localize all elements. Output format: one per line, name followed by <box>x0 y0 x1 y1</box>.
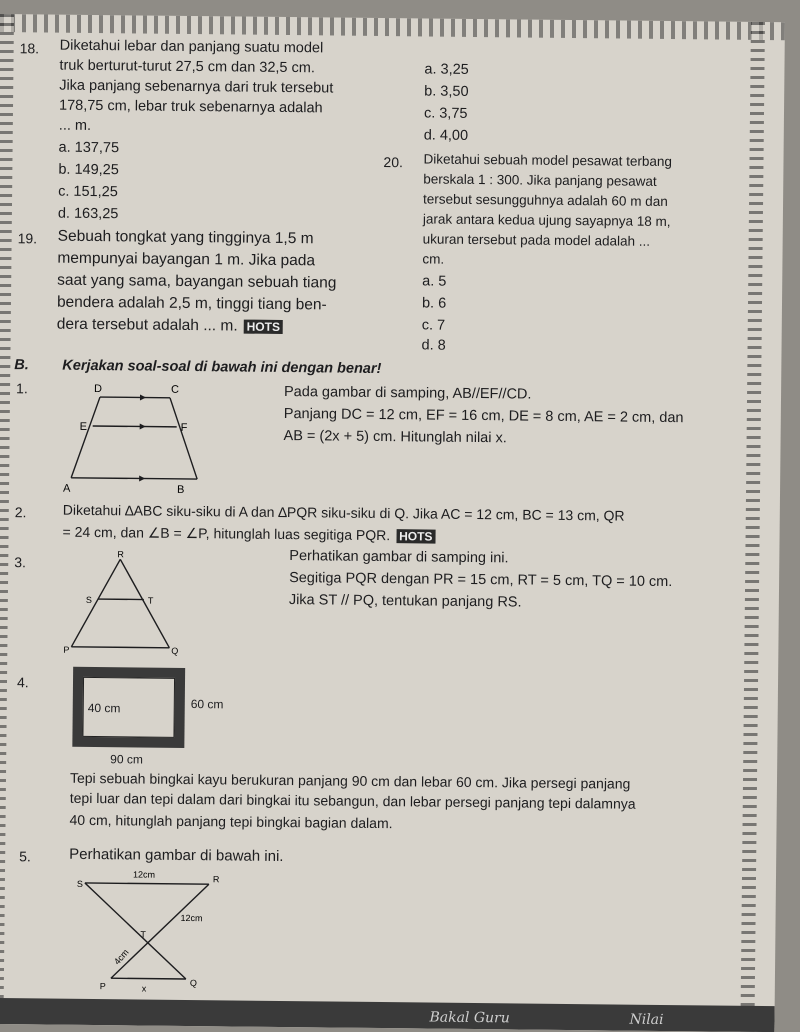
answer-option[interactable]: a. 5 <box>422 274 446 289</box>
vertex-label: T <box>148 596 154 606</box>
question-line: truk berturut-turut 27,5 cm dan 32,5 cm. <box>59 59 315 76</box>
question-line: berskala 1 : 300. Jika panjang pesawat <box>423 172 657 188</box>
question-line: Panjang DC = 12 cm, EF = 16 cm, DE = 8 cm, AE = 2 cm, dan <box>284 407 684 426</box>
answer-option[interactable]: d. 163,25 <box>58 207 119 222</box>
question-line: jarak antara kedua ujung sayapnya 18 m, <box>423 212 671 228</box>
section-letter: B. <box>14 358 29 373</box>
vertex-label: Q <box>171 646 178 656</box>
answer-option[interactable]: b. 149,25 <box>58 163 119 178</box>
question-line: 178,75 cm, lebar truk sebenarnya adalah <box>59 99 323 116</box>
unknown-length-label: x <box>142 984 147 994</box>
vertex-label: A <box>63 483 71 495</box>
footer-right-label: Nilai <box>629 1012 663 1028</box>
vertex-label: E <box>80 421 87 433</box>
question-number: 18. <box>20 40 40 56</box>
question-line: dera tersebut adalah ... m. HOTS <box>57 317 283 335</box>
frame-outer <box>72 667 185 748</box>
question-line: Perhatikan gambar di samping ini. <box>289 549 508 566</box>
question-line: mempunyai bayangan 1 m. Jika pada <box>57 251 315 269</box>
vertex-label: P <box>100 981 106 991</box>
question-line: ... m. <box>59 119 91 134</box>
question-line: Diketahui lebar dan panjang suatu model <box>60 39 324 56</box>
vertex-label: S <box>86 595 92 605</box>
decorative-right-border <box>740 22 765 1032</box>
side-length-label: 12cm <box>133 869 155 879</box>
segment-length-label: 4cm <box>112 947 131 966</box>
question-line: cm. <box>422 252 444 266</box>
question-line: tepi luar dan tepi dalam dari bingkai itu sebangun, dan lebar persegi panjang tepi dalamnya <box>70 791 636 811</box>
question-line: bendera adalah 2,5 m, tinggi tiang ben- <box>57 295 327 313</box>
frame-inner <box>82 677 175 738</box>
worksheet-page <box>0 14 785 1032</box>
question-line: Diketahui sebuah model pesawat terbang <box>423 152 672 168</box>
question-line: ukuran tersebut pada model adalah ... <box>423 232 651 248</box>
question-line: Diketahui ∆ABC siku-siku di A dan ∆PQR siku-siku di Q. Jika AC = 12 cm, BC = 13 cm, QR <box>63 503 625 523</box>
question-line: Pada gambar di samping, AB//EF//CD. <box>284 385 532 402</box>
frame-height-label: 60 cm <box>191 698 224 710</box>
question-line: Segitiga PQR dengan PR = 15 cm, RT = 5 cm, TQ = 10 cm. <box>289 571 672 590</box>
vertex-label: P <box>63 645 69 655</box>
question-number: 2. <box>15 504 27 520</box>
question-line: AB = (2x + 5) cm. Hitunglah nilai x. <box>284 429 507 446</box>
decorative-left-border <box>0 14 14 1024</box>
question-line: = 24 cm, dan ∠B = ∠P, hitunglah luas segitiga PQR. HOTS <box>62 525 435 544</box>
answer-option[interactable]: c. 151,25 <box>58 185 118 200</box>
crossed-triangles-figure <box>66 865 237 997</box>
answer-option[interactable]: d. 8 <box>421 338 445 353</box>
answer-option[interactable]: c. 7 <box>422 318 446 333</box>
question-number: 4. <box>17 674 29 690</box>
vertex-label: Q <box>190 978 197 988</box>
question-number: 20. <box>383 154 403 170</box>
question-number: 19. <box>18 230 38 246</box>
vertex-label: R <box>213 874 220 884</box>
question-line: Tepi sebuah bingkai kayu berukuran panjang 90 cm dan lebar 60 cm. Jika persegi panjang <box>70 771 630 791</box>
vertex-label: C <box>171 384 179 396</box>
question-line: Jika ST // PQ, tentukan panjang RS. <box>289 593 522 610</box>
side-length-label: 12cm <box>180 913 202 923</box>
frame-width-label: 90 cm <box>110 753 143 765</box>
vertex-label: F <box>181 422 188 434</box>
question-line: saat yang sama, bayangan sebuah tiang <box>57 273 336 291</box>
question-line: tersebut sesungguhnya adalah 60 m dan <box>423 192 668 208</box>
hots-badge: HOTS <box>396 529 435 543</box>
answer-option[interactable]: b. 3,50 <box>424 84 468 99</box>
trapezoid-figure <box>57 375 218 497</box>
question-line: 40 cm, hitunglah panjang tepi bingkai bagian dalam. <box>69 813 392 830</box>
vertex-label: S <box>77 879 83 889</box>
vertex-label: B <box>177 484 184 496</box>
question-line: Sebuah tongkat yang tingginya 1,5 m <box>58 229 314 247</box>
question-line: Jika panjang sebenarnya dari truk tersebut <box>59 79 333 96</box>
decorative-top-border <box>0 14 785 40</box>
vertex-label: R <box>117 549 124 559</box>
question-line: Perhatikan gambar di bawah ini. <box>69 847 283 864</box>
answer-option[interactable]: a. 137,75 <box>59 141 120 156</box>
page-footer <box>0 998 775 1032</box>
question-number: 5. <box>19 848 31 864</box>
answer-option[interactable]: a. 3,25 <box>424 62 468 77</box>
answer-option[interactable]: d. 4,00 <box>424 128 468 143</box>
vertex-label: D <box>94 383 102 395</box>
triangle-pqr-figure <box>61 547 192 660</box>
answer-option[interactable]: c. 3,75 <box>424 106 468 121</box>
section-title: Kerjakan soal-soal di bawah ini dengan benar! <box>62 359 381 377</box>
vertex-label: T <box>140 930 146 940</box>
inner-width-label: 40 cm <box>88 702 121 714</box>
question-number: 1. <box>16 380 28 396</box>
answer-option[interactable]: b. 6 <box>422 296 446 311</box>
footer-left-label: Bakal Guru <box>429 1010 509 1027</box>
question-number: 3. <box>14 554 26 570</box>
hots-badge: HOTS <box>244 320 283 334</box>
